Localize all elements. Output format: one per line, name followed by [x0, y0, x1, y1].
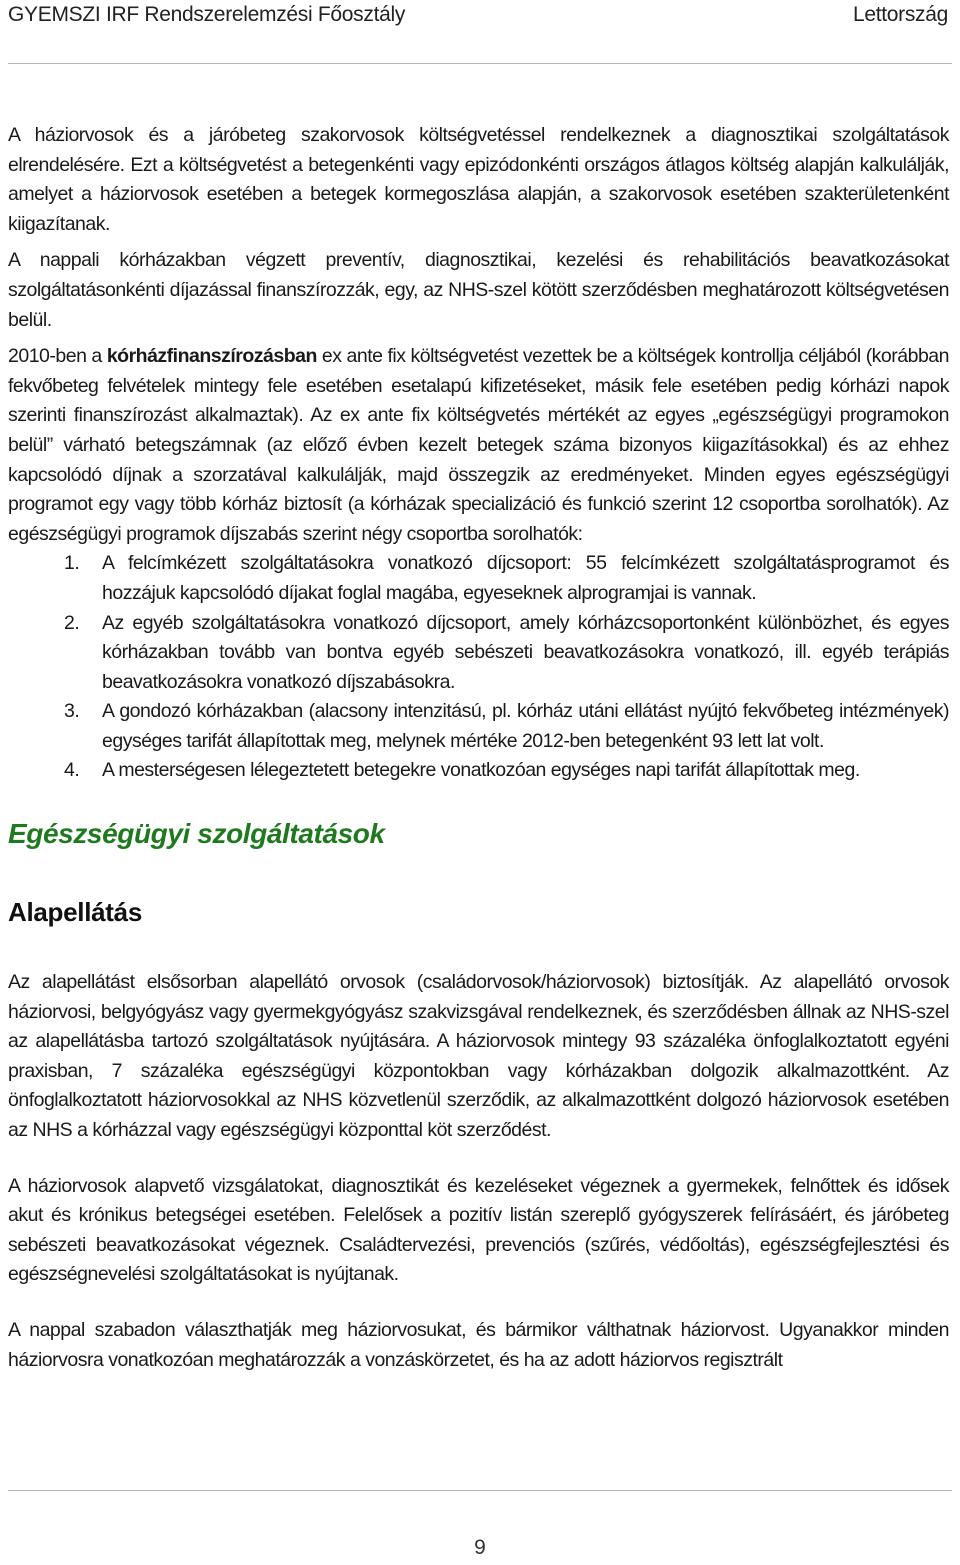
section-heading: Egészségügyi szolgáltatások: [8, 818, 385, 850]
header-country: Lettország: [852, 3, 948, 26]
list-text: A mesterségesen lélegeztetett betegekre vonatkozóan egységes napi tarifát állapítottak meg.: [102, 759, 860, 782]
footer-rule: [8, 1490, 952, 1491]
page-header: [8, 0, 948, 30]
text-run: ex ante fix költségvetést vezettek be a költségek kontrollja céljából (korábban fekvőbeteg felvételek mintegy fele esetében esetalapú kifizetéseket, másik fele esetében pedig kórházi napok szerinti finanszírozást alkalmaztak). Az ex ante fix költségvetés mértékét az egyes „egészségügyi programokon belül” várható betegszámnak (az előző évben kezelt betegek száma bizonyos kiigazításokkal) és az ehhez kapcsolódó díjnak a szorzatával kalkulálják, majd összegzik az eredményeket. Minden egyes egészségügyi programot egy vagy több kórház biztosít (a kórházak specializáció és funkció szerint 12 csoportba sorolhatók). Az egészségügyi programok díjszabás szerint négy csoportba sorolhatók:: [8, 345, 949, 545]
list-item: [8, 756, 949, 786]
list-item: [8, 697, 949, 756]
paragraph-gp-choice: A nappal szabadon választhatják meg háziorvosukat, és bármikor válthatnak háziorvost. Ugyanakkor minden háziorvosra vonatkozóan meghatározzák a vonzáskörzetet, és ha az adott háziorvos regisztrált: [8, 1319, 949, 1371]
header-organization: GYEMSZI IRF Rendszerelemzési Főosztály: [8, 3, 406, 26]
paragraph-gp-services: A háziorvosok alapvető vizsgálatokat, diagnosztikát és kezeléseket végeznek a gyermekek, felnőttek és idősek akut és krónikus betegségei esetében. Felelősek a pozitív listán szereplő gyógyszerek felírásáért, és járóbeteg sebészeti beavatkozásokat végeznek. Családtervezési, prevenciós (szűrés, védőoltás), egészségfejlesztési és egészségnevelési szolgáltatásokat is nyújtanak.: [8, 1174, 949, 1286]
list-text: A gondozó kórházakban (alacsony intenzitású, pl. kórház utáni ellátást nyújtó fekvőbeteg intézmények) egységes tarifát állapítottak meg, melynek mértéke 2012-ben betegenként 93 lett lat volt.: [102, 700, 949, 752]
text-run: 2010-ben a: [8, 345, 107, 368]
list-text: A felcímkézett szolgáltatásokra vonatkozó díjcsoport: 55 felcímkézett szolgáltatásprogramot és hozzájuk kapcsolódó díjakat foglal magába, egyeseknek alprogramjai is vannak.: [102, 552, 949, 604]
paragraph-hospital-financing: [8, 342, 949, 549]
paragraph-budget: A háziorvosok és a járóbeteg szakorvosok költségvetéssel rendelkeznek a diagnosztikai szolgáltatások elrendelésére. Ezt a költségvetést a betegenkénti vagy epizódonkénti országos átlagos költség alapján kalkulálják, amelyet a háziorvosok esetében a betegek kormegoszlása alapján, a szakorvosok esetében szakterületenként kiigazítanak.: [8, 124, 949, 235]
header-rule: [8, 63, 952, 64]
list-text: Az egyéb szolgáltatásokra vonatkozó díjcsoport, amely kórházcsoportonként különbözhet, és egyes kórházakban tovább van bontva egyéb sebészeti beavatkozásokra vonatkozó, ill. egyéb terápiás beavatkozásokra vonatkozó díjszabásokra.: [102, 611, 949, 693]
list-number: 3.: [64, 700, 80, 723]
paragraph-primary-care: Az alapellátást elsősorban alapellátó orvosok (családorvosok/háziorvosok) biztosítják. Az alapellátó orvosok háziorvosi, belgyógyász vagy gyermekgyógyász szakvizsgával rendelkeznek, és szerződésben állnak az NHS-szel az alapellátásba tartozó szolgáltatások nyújtására. A háziorvosok mintegy 93 százaléka önfoglalkoztatott egyéni praxisban, 7 százaléka egészségügyi központokban vagy kórházakban dolgozik alkalmazottként. Az önfoglalkoztatott háziorvosokkal az NHS közvetlenül szerződik, az alkalmazottként dolgozó háziorvosok esetében az NHS a kórházzal vagy egészségügyi központtal köt szerződést.: [8, 971, 949, 1142]
page-number: 9: [474, 1536, 486, 1559]
list-item: [8, 609, 949, 698]
subsection-heading: Alapellátás: [8, 897, 142, 928]
bold-term: kórházfinanszírozásban: [106, 345, 317, 368]
main-content: [8, 121, 949, 1375]
list-item: [8, 549, 949, 608]
list-number: 4.: [64, 759, 80, 782]
paragraph-day-hospitals: A nappali kórházakban végzett preventív, diagnosztikai, kezelési és rehabilitációs beavatkozásokat szolgáltatásonkénti díjazással finanszírozzák, egy, az NHS-szel kötött szerződésben meghatározott költségvetésen belül.: [8, 249, 949, 331]
list-number: 1.: [64, 552, 80, 575]
list-number: 2.: [64, 611, 80, 634]
tariff-groups-list: [8, 549, 949, 786]
